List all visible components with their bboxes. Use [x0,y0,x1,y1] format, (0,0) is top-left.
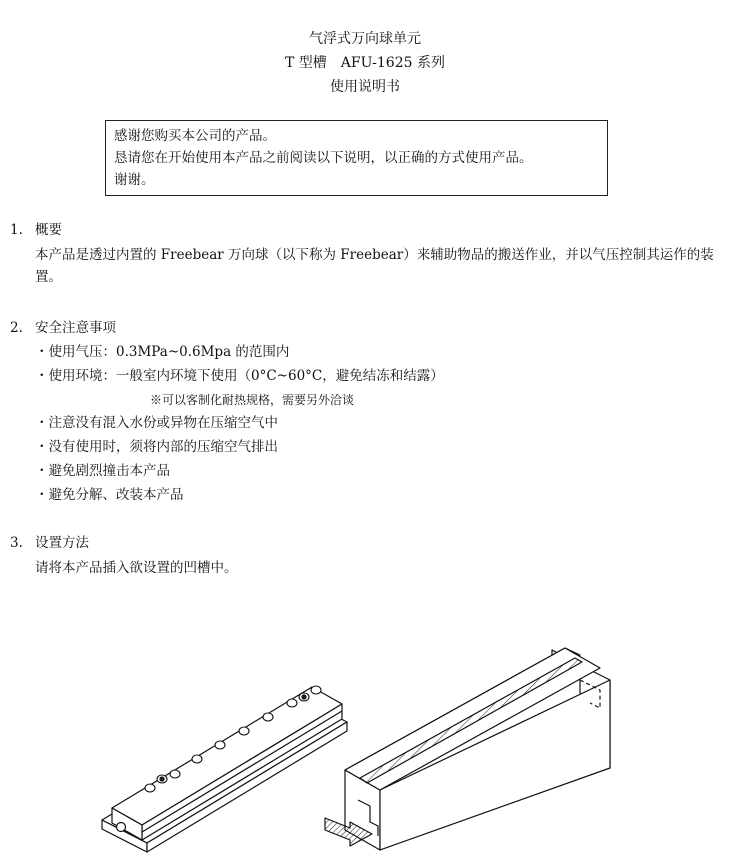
doc-title-line2: T 型槽 AFU-1625 系列 [285,55,445,71]
safety-bullet-environment: ・使用环境：一般室内环境下使用（0°C~60°C，避免结冻和结露） [35,368,444,384]
safety-bullet-disassembly: ・避免分解、改装本产品 [35,487,184,503]
section-number: 2. [10,320,23,336]
section-number: 1. [10,222,23,238]
ball-unit-rail-drawing [102,686,347,852]
notice-line: 感谢您购买本公司的产品。 [114,128,276,144]
section-title: 概要 [35,222,62,238]
safety-bullet-exhaust: ・没有使用时，须将内部的压缩空气排出 [35,439,278,455]
doc-title-line3: 使用说明书 [330,79,400,95]
installation-paragraph: 请将本产品插入欲设置的凹槽中。 [35,560,238,576]
safety-bullet-contamination: ・注意没有混入水份或异物在压缩空气中 [35,415,278,431]
section-title: 安全注意事项 [35,320,116,336]
safety-bullet-impact: ・避免剧烈撞击本产品 [35,463,170,479]
doc-title-line1: 气浮式万向球单元 [309,31,421,47]
section-number: 3. [10,535,23,551]
safety-bullet-pressure: ・使用气压：0.3MPa~0.6Mpa 的范围内 [35,344,290,360]
notice-line: 恳请您在开始使用本产品之前阅读以下说明，以正确的方式使用产品。 [114,150,533,166]
t-slot-base-drawing [325,648,610,850]
overview-paragraph: 本产品是透过内置的 Freebear 万向球（以下称为 Freebear）来辅助物品的搬送作业，并以气压控制其运作的装置。 [35,247,714,285]
section-title: 设置方法 [35,535,89,551]
notice-line: 谢谢。 [114,172,155,188]
safety-note-heat-resistant: ※可以客制化耐热规格，需要另外洽谈 [150,393,355,407]
